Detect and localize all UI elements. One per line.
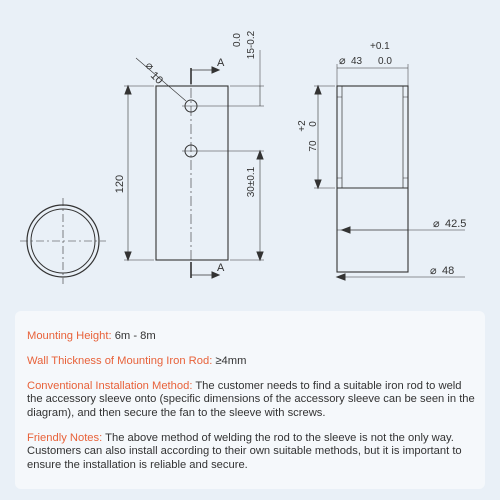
side-height-val: 70: [308, 140, 319, 152]
side-diameter-symbol: ⌀: [339, 55, 346, 67]
note-text: 6m - 8m: [111, 330, 156, 342]
front-view: [124, 50, 264, 278]
note-text: The customer needs to find a suitable iron rod to weld the accessory sleeve onto (specific dimensions of the accessory sleeve can be seen in the diagram), and then secure the fan to the sleeve with screws.: [27, 380, 475, 419]
bore-diameter-symbol: ⌀: [433, 218, 440, 230]
hole-diameter-label: 10: [147, 69, 166, 87]
note-text: The above method of welding the rod to the sleeve is not the only way. Customers can also install according to their own suitable methods, but it is important to ensure the installation is reliable and secure.: [27, 432, 462, 471]
height-dim-label: 120: [114, 174, 126, 194]
note-label: Conventional Installation Method:: [27, 380, 193, 392]
circle-view: [20, 198, 106, 284]
side-height-zero: 0: [308, 121, 319, 127]
top-tol-a: 0.0: [232, 33, 243, 47]
side-view: [314, 64, 465, 280]
outer-diameter-symbol: ⌀: [430, 265, 437, 277]
note-text: ≥4mm: [212, 355, 247, 367]
bottom-dim-label: 30±0.1: [246, 166, 257, 198]
top-tol-b: 15-0.2: [246, 30, 257, 60]
bore-diameter-label: 42.5: [445, 218, 467, 230]
section-mark-bottom: A: [217, 262, 225, 274]
note-label: Mounting Height:: [27, 330, 112, 342]
section-mark-top: A: [217, 57, 225, 69]
note-wall-thickness: [27, 355, 475, 368]
note-label: Friendly Notes:: [27, 432, 103, 444]
outer-diameter-label: 48: [442, 265, 455, 277]
note-label: Wall Thickness of Mounting Iron Rod:: [27, 355, 213, 367]
side-tol-zero: 0.0: [378, 56, 392, 67]
diameter-symbol: ⌀: [142, 59, 157, 73]
note-mounting-height: [27, 330, 475, 343]
side-inner-top: 43: [351, 56, 363, 67]
note-installation-method: [27, 380, 475, 420]
note-friendly-notes: [27, 432, 475, 472]
side-tol-plus: +0.1: [370, 41, 390, 52]
side-height-tol: +2: [297, 120, 308, 132]
